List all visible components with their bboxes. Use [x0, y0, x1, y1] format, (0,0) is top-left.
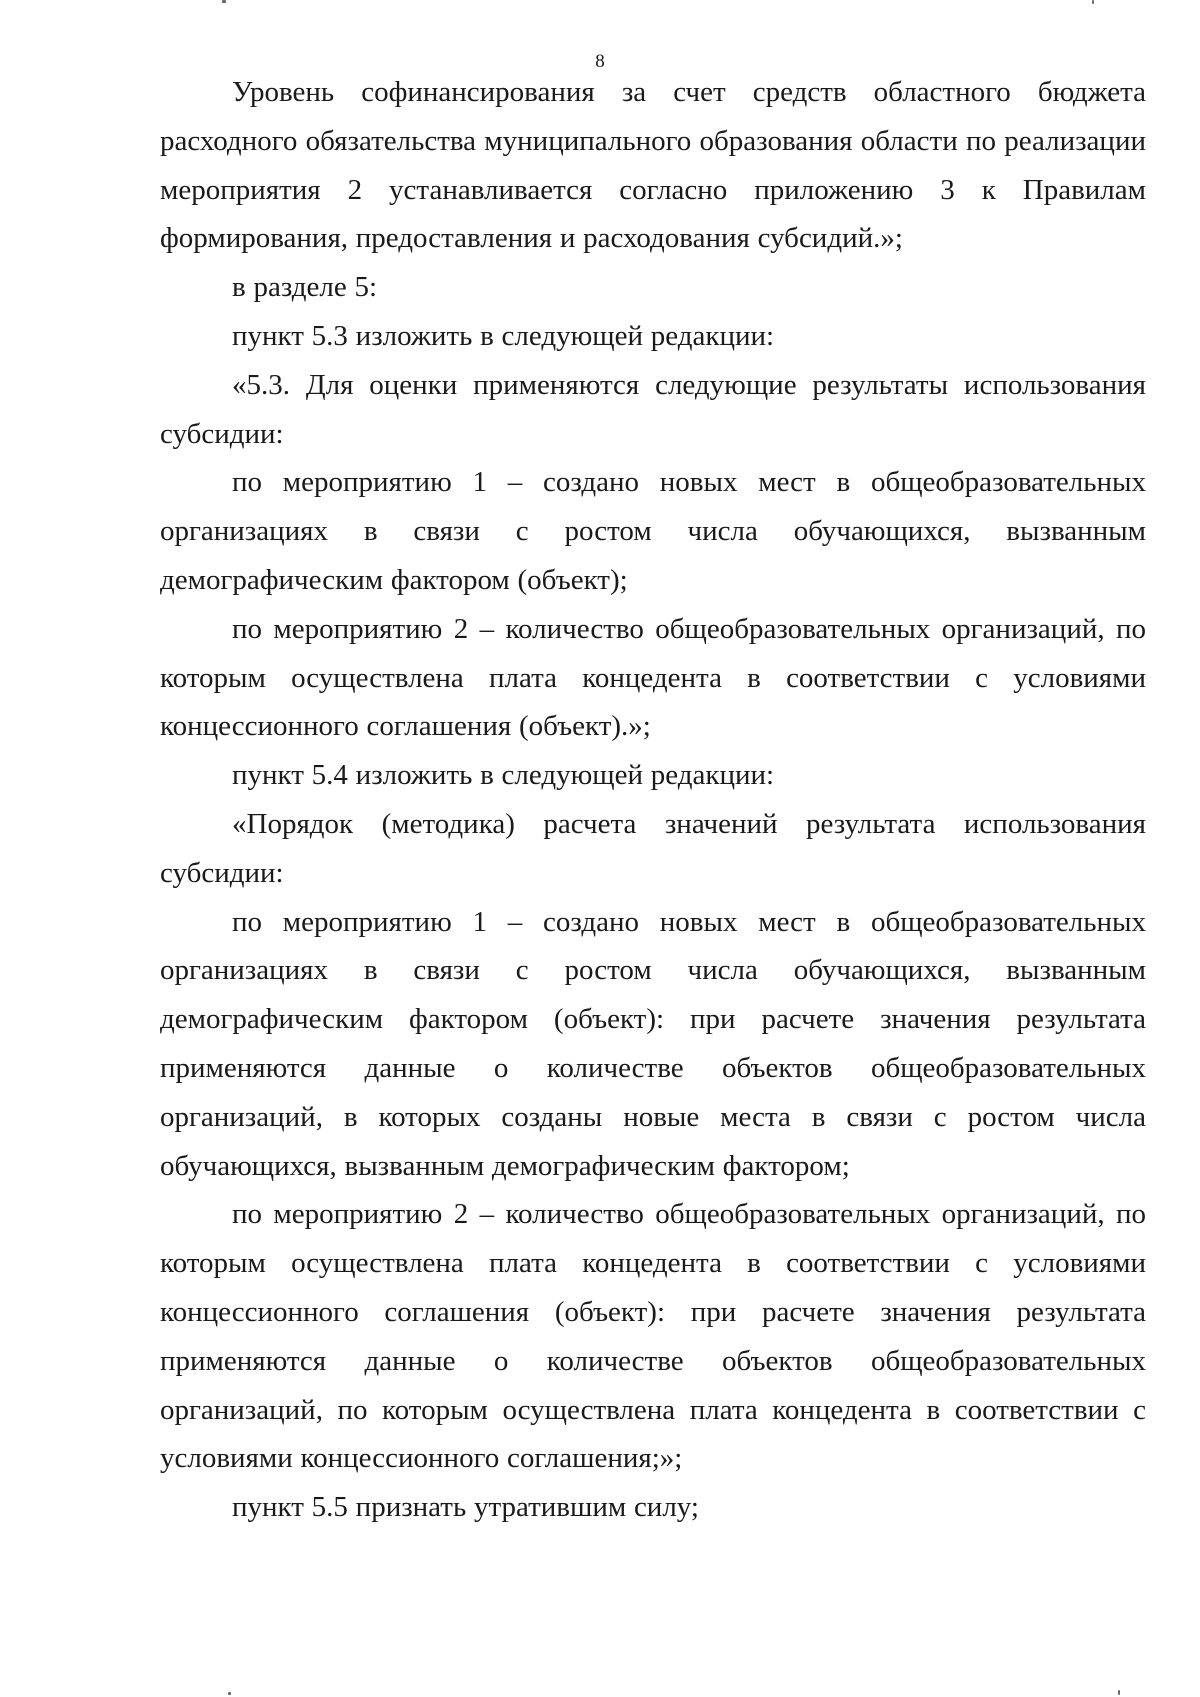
paragraph-item-5-5-repeal: пункт 5.5 признать утратившим силу; — [232, 1491, 699, 1524]
paragraph-cofinancing-level: Уровень софинансирования за счет средств областного бюджета расходного обязательства муниципального образования области по реализации мероприятия 2 устанавливается согласно приложению 3 к Правилам формирования, предоставления и расходования субсидий.»; — [160, 76, 1146, 255]
paragraph-measure-2-result: по мероприятию 2 – количество общеобразовательных организаций, по которым осуществлена плата концедента в соответствии с условиями концессионного соглашения (объект).»; — [160, 612, 1146, 743]
scan-speck — [1118, 1690, 1120, 1695]
paragraph-measure-2-method: по мероприятию 2 – количество общеобразовательных организаций, по которым осуществлена плата концедента в соответствии с условиями концессионного соглашения (объект): при расчете значения результата применяются данные о количестве объектов общеобразовательных организаций, по которым осуществлена плата концедента в соответствии с условиями концессионного соглашения;»; — [160, 1198, 1146, 1475]
paragraph-section-5: в разделе 5: — [232, 271, 378, 304]
document-body — [160, 68, 1146, 1532]
paragraph-item-5-3-instruction: пункт 5.3 изложить в следующей редакции: — [232, 319, 775, 352]
paragraph-calculation-method: «Порядок (методика) расчета значений результата использования субсидии: — [160, 807, 1146, 889]
paragraph-measure-1-result: по мероприятию 1 – создано новых мест в общеобразовательных организациях в связи с ростом числа обучающихся, вызванным демографическим фактором (объект); — [160, 466, 1146, 596]
paragraph-measure-1-method: по мероприятию 1 – создано новых мест в общеобразовательных организациях в связи с ростом числа обучающихся, вызванным демографическим фактором (объект): при расчете значения результата применяются данные о количестве объектов общеобразовательных организаций, в которых созданы новые места в связи с ростом числа обучающихся, вызванным демографическим фактором; — [160, 905, 1146, 1182]
paragraph-item-5-4-instruction: пункт 5.4 изложить в следующей редакции: — [232, 759, 775, 792]
scan-speck — [222, 0, 226, 3]
page-number: 8 — [595, 51, 605, 72]
scan-speck — [1092, 0, 1094, 4]
paragraph-item-5-3: «5.3. Для оценки применяются следующие результаты использования субсидии: — [160, 368, 1146, 450]
scan-speck — [228, 1692, 231, 1695]
